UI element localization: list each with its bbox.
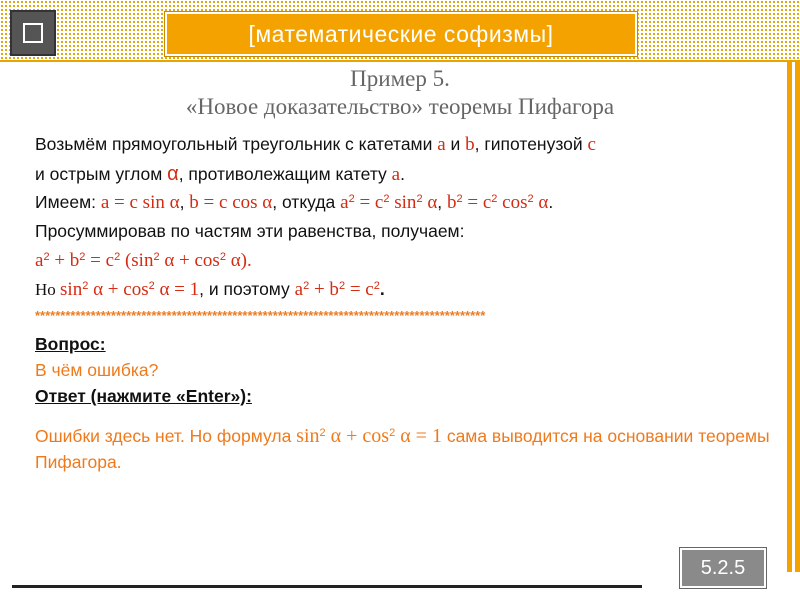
answer-text: Ошибки здесь нет. Но формула $\sin^2 \alpha + \cos^2 \alpha = 1$ сама выводится на основании теоремы Пифагора.: [35, 425, 770, 472]
text-line-4: Просуммировав по частям эти равенства, получаем:: [35, 221, 465, 241]
text-line-2: и острым углом α, противолежащим катету a.: [35, 163, 405, 185]
square-frame-icon: [23, 23, 43, 43]
slide-content: [35, 134, 775, 475]
footer-divider: [12, 585, 642, 588]
example-subheading: «Новое доказательство» теоремы Пифагора: [185, 94, 615, 119]
text-line-1: Возьмём прямоугольный треугольник с катетами a и b, гипотенузой c: [35, 134, 596, 155]
text-line-3: Имеем: a = c sin α, b = c cos α, откуда $a^2 = c^2$ $\sin^2 \alpha$, $b^2 = c^2$ $\cos^2 \alpha$.: [35, 192, 554, 213]
slide-title: [математические софизмы]: [165, 12, 637, 56]
question-text: В чём ошибка?: [35, 360, 159, 380]
answer-label: Ответ (нажмите «Enter»):: [35, 386, 252, 406]
question-label: Вопрос:: [35, 334, 106, 354]
text-line-5: $a^2 + b^2 = c^2$ ($\sin^2$ $\alpha + \cos^2 \alpha$).: [35, 250, 252, 271]
separator-stars: *****************************************************************************************: [35, 308, 486, 323]
text-line-6: Но $\sin^2 \alpha + \cos^2 \alpha = 1$, и поэтому $a^2 + b^2 = c^2$.: [35, 279, 385, 300]
right-accent-stripe-2: [795, 62, 800, 572]
home-button[interactable]: [10, 10, 56, 56]
header-divider: [0, 60, 800, 62]
right-accent-stripe: [787, 62, 792, 572]
slide-number-badge: 5.2.5: [680, 548, 766, 588]
example-heading: Пример 5.: [350, 66, 450, 91]
